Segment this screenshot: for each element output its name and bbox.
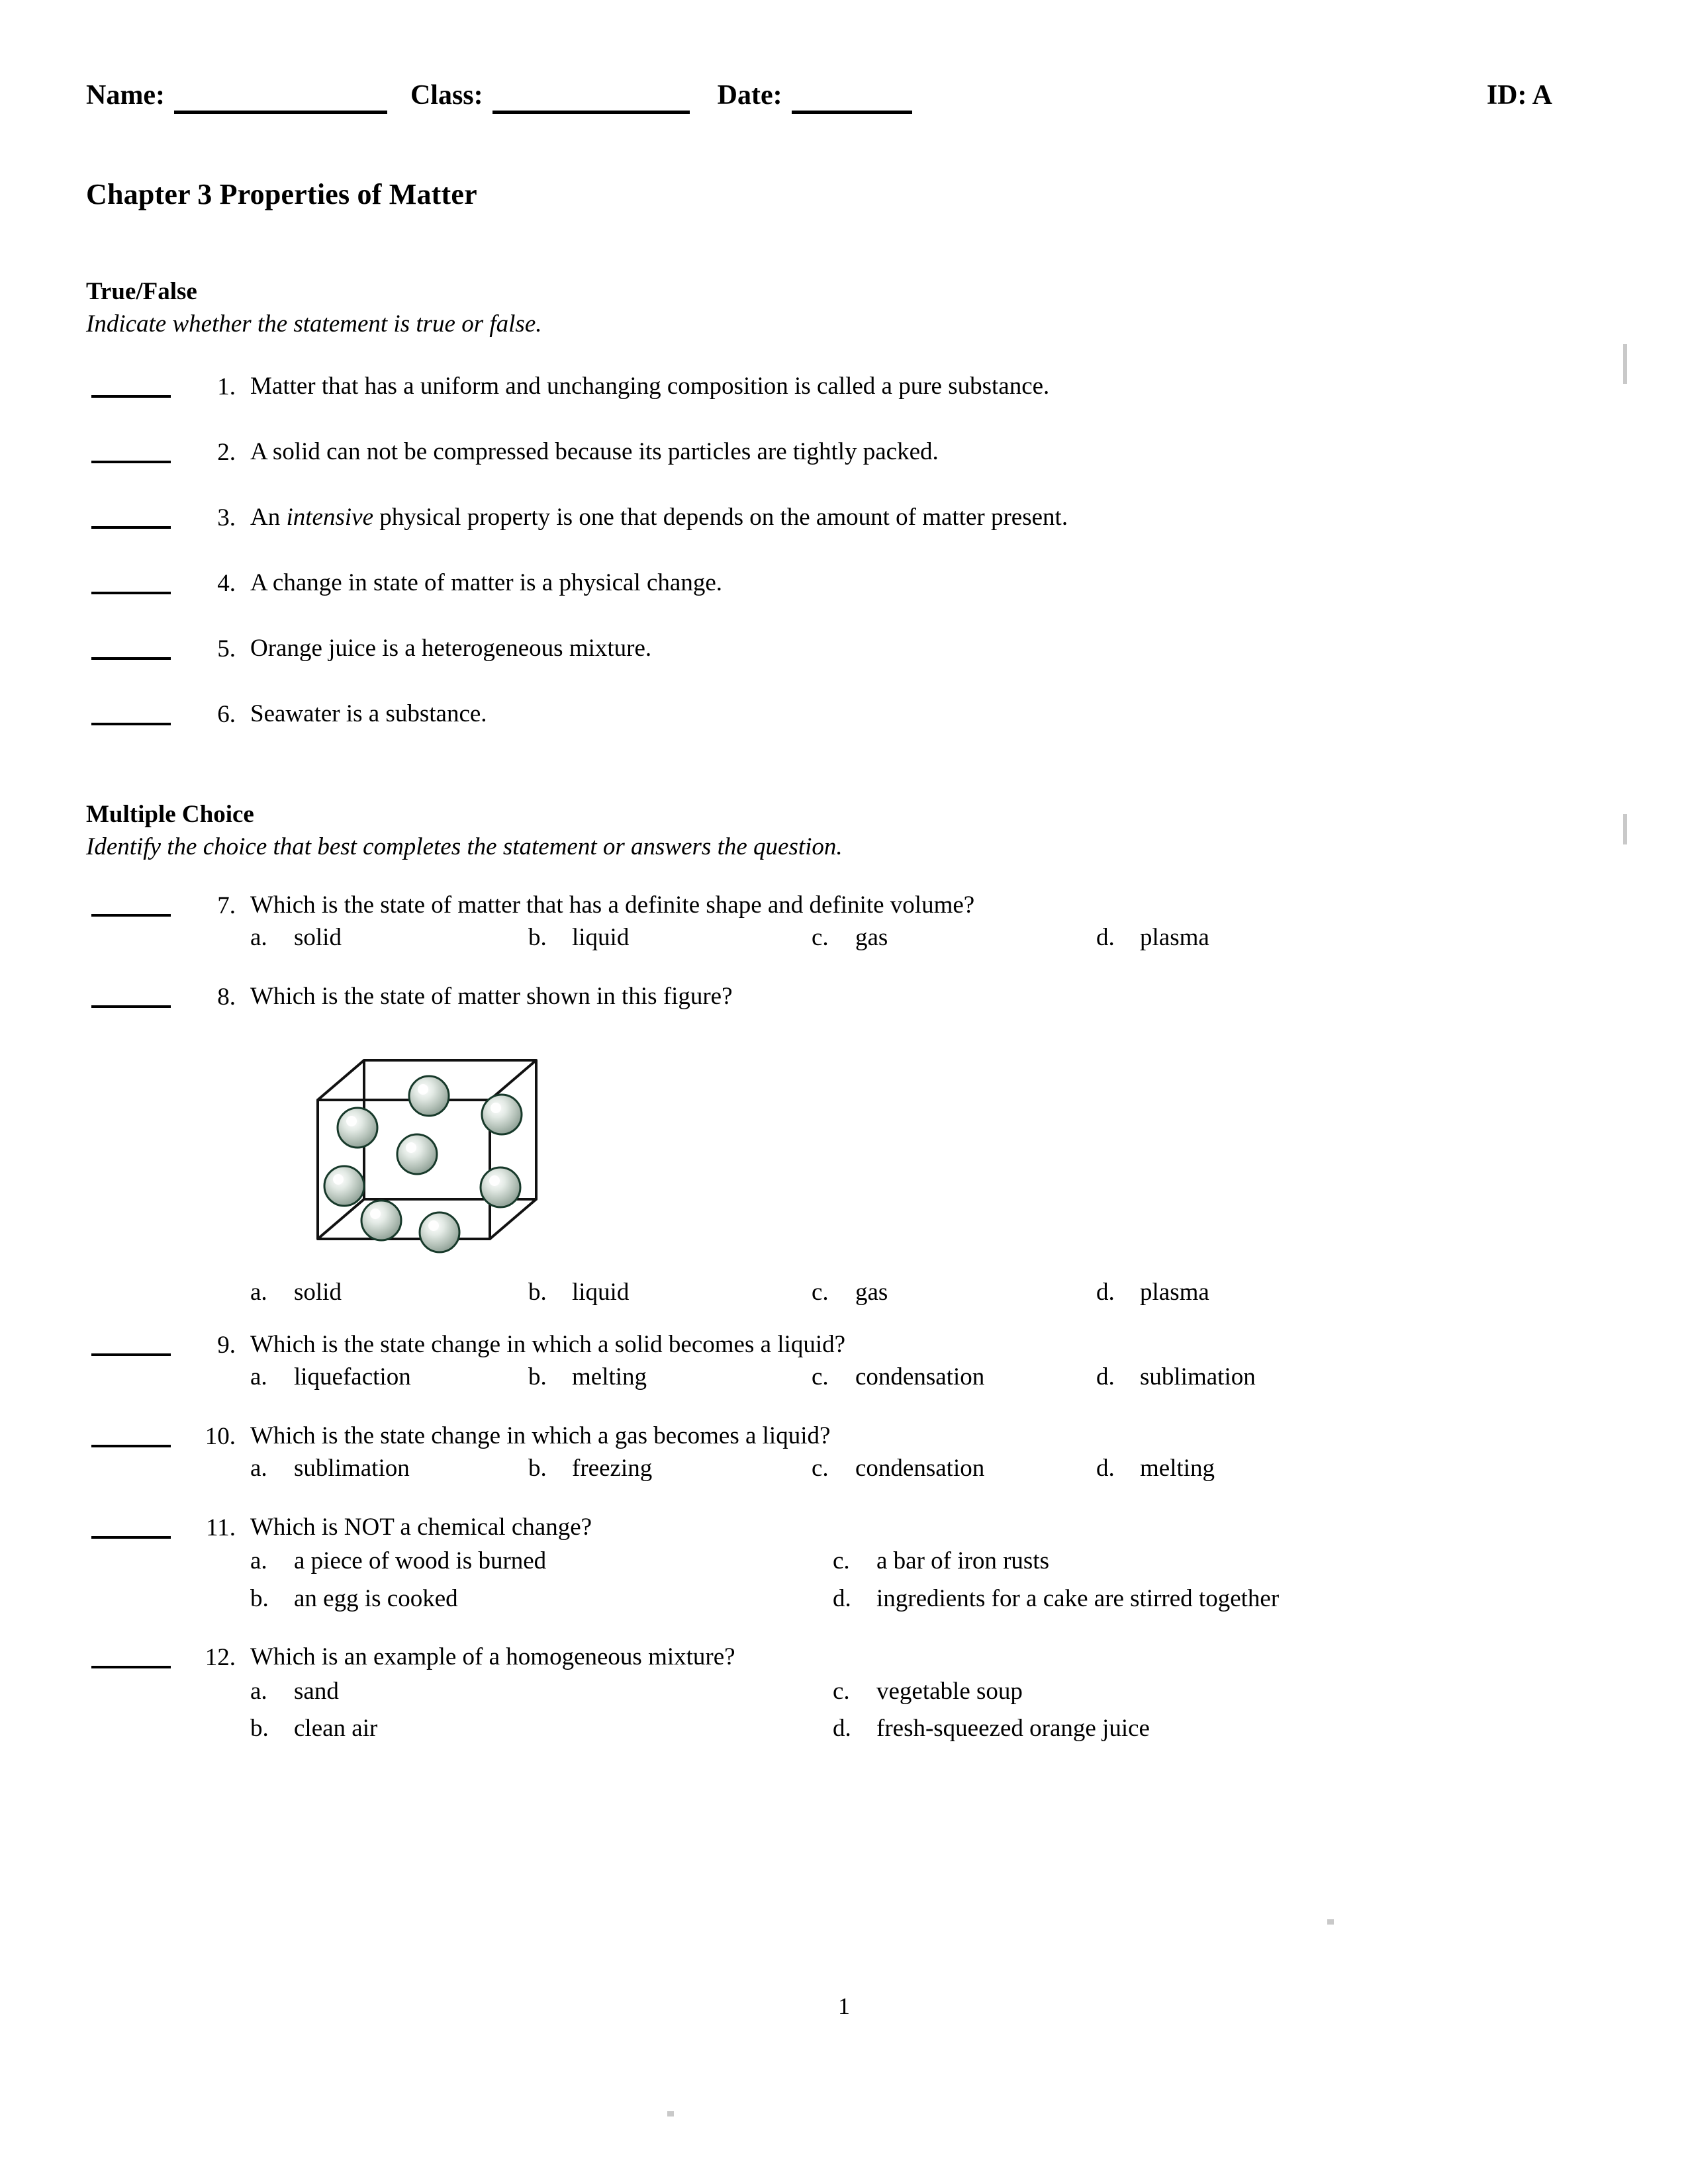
option-a[interactable] <box>250 1547 833 1576</box>
question-text <box>250 569 1572 596</box>
option-b[interactable] <box>528 1455 812 1483</box>
question-number: 12. <box>205 1644 236 1672</box>
option-a[interactable] <box>250 1455 528 1483</box>
option-a[interactable] <box>250 1678 833 1706</box>
question-stem: Which is the state change in which a solid becomes a liquid? <box>250 1330 846 1358</box>
option-letter: c. <box>812 1455 829 1482</box>
option-letter: d. <box>1096 1455 1115 1482</box>
question-row <box>79 569 1572 598</box>
option-text: liquid <box>572 924 630 952</box>
option-text: condensation <box>855 1455 985 1482</box>
question-number: 5. <box>217 635 236 662</box>
option-letter: b. <box>250 1715 269 1743</box>
section-heading: True/False <box>86 278 197 305</box>
answer-blank[interactable] <box>91 1643 171 1668</box>
option-list <box>250 1678 1572 1743</box>
option-c[interactable] <box>812 924 1096 952</box>
option-letter: a. <box>250 1363 267 1391</box>
option-text: freezing <box>572 1455 653 1482</box>
question-stem: Which is the state change in which a gas becomes a liquid? <box>250 1422 831 1449</box>
option-list <box>250 1547 1572 1613</box>
question-body <box>250 891 1572 952</box>
question-stem: Which is NOT a chemical change? <box>250 1513 592 1541</box>
question-row <box>79 373 1572 401</box>
form-id-label: ID: A <box>1486 80 1552 111</box>
question-text <box>250 504 1572 531</box>
option-letter: d. <box>833 1715 851 1743</box>
option-text: ingredients for a cake are stirred together <box>876 1584 1280 1612</box>
option-text: plasma <box>1140 924 1209 952</box>
question-number: 7. <box>217 892 236 919</box>
date-blank-line[interactable] <box>792 111 912 114</box>
answer-blank[interactable] <box>91 891 171 917</box>
question-text-part: Matter that has a uniform and unchanging composition is called a pure substance. <box>250 373 1050 400</box>
question-number: 3. <box>217 504 236 531</box>
option-letter: a. <box>250 1677 267 1705</box>
section-instruction: Indicate whether the statement is true or false. <box>86 310 542 338</box>
option-letter: c. <box>812 924 829 952</box>
option-c[interactable] <box>812 1279 1096 1307</box>
option-d[interactable] <box>1096 1363 1256 1392</box>
question-body <box>250 1422 1572 1483</box>
question-number: 9. <box>217 1331 236 1359</box>
option-a[interactable] <box>250 924 528 952</box>
section-instruction: Identify the choice that best completes the statement or answers the question. <box>86 833 843 860</box>
option-c[interactable] <box>812 1455 1096 1483</box>
question-row <box>79 700 1572 729</box>
question-row <box>79 1514 1572 1614</box>
option-text: clean air <box>294 1715 378 1743</box>
question-row <box>79 1331 1572 1392</box>
option-letter: b. <box>528 924 547 952</box>
answer-blank[interactable] <box>91 700 171 725</box>
option-list <box>250 924 1572 952</box>
option-letter: b. <box>528 1455 547 1482</box>
question-row <box>79 891 1572 952</box>
option-letter: c. <box>833 1547 850 1575</box>
student-info-header <box>86 79 1572 119</box>
class-blank-line[interactable] <box>492 111 690 114</box>
question-number: 4. <box>217 570 236 597</box>
option-text: plasma <box>1140 1279 1209 1306</box>
option-d[interactable] <box>833 1585 1572 1614</box>
option-b[interactable] <box>250 1585 833 1614</box>
gas-particles-in-cube-diagram <box>303 1022 1572 1273</box>
option-d[interactable] <box>833 1715 1572 1743</box>
question-number: 2. <box>217 439 236 466</box>
page-number: 1 <box>838 1993 850 2019</box>
question-text-part: Orange juice is a heterogeneous mixture. <box>250 635 652 662</box>
scan-artifact <box>1327 1919 1334 1925</box>
question-text-part: A change in state of matter is a physical change. <box>250 569 723 596</box>
option-b[interactable] <box>250 1715 833 1743</box>
question-text <box>250 700 1572 727</box>
question-text-part: An <box>250 504 287 531</box>
option-text: sublimation <box>294 1455 410 1482</box>
option-letter: a. <box>250 1279 267 1306</box>
page-title: Chapter 3 Properties of Matter <box>86 178 477 210</box>
option-list <box>250 1279 1572 1307</box>
question-body <box>250 983 1572 1307</box>
scan-artifact <box>1623 814 1627 844</box>
question-number: 1. <box>217 373 236 400</box>
option-text: gas <box>855 1279 888 1306</box>
option-text: gas <box>855 924 888 952</box>
question-body <box>250 1331 1572 1392</box>
option-d[interactable] <box>1096 1455 1215 1483</box>
option-text: solid <box>294 924 342 952</box>
option-d[interactable] <box>1096 924 1209 952</box>
answer-blank[interactable] <box>91 635 171 660</box>
question-row <box>79 635 1572 663</box>
option-a[interactable] <box>250 1279 528 1307</box>
question-text-part: physical property is one that depends on the amount of matter present. <box>373 504 1068 531</box>
question-stem: Which is the state of matter shown in this figure? <box>250 982 733 1010</box>
question-stem: Which is an example of a homogeneous mixture? <box>250 1643 735 1671</box>
section-heading: Multiple Choice <box>86 801 254 828</box>
option-letter: c. <box>812 1363 829 1391</box>
option-letter: d. <box>1096 1363 1115 1391</box>
question-number: 10. <box>205 1422 236 1450</box>
option-a[interactable] <box>250 1363 528 1392</box>
question-number: 11. <box>206 1514 236 1541</box>
question-number: 6. <box>217 701 236 728</box>
date-label: Date: <box>717 80 782 111</box>
option-letter: a. <box>250 1547 267 1575</box>
question-stem: Which is the state of matter that has a definite shape and definite volume? <box>250 891 975 919</box>
question-text <box>250 373 1572 400</box>
option-text: sand <box>294 1677 339 1705</box>
question-text-part: Seawater is a substance. <box>250 700 487 727</box>
option-b[interactable] <box>528 1279 812 1307</box>
option-letter: d. <box>1096 1279 1115 1306</box>
answer-blank[interactable] <box>91 373 171 398</box>
question-row <box>79 983 1572 1307</box>
question-emphasis: intensive <box>286 504 373 531</box>
class-label: Class: <box>410 80 483 111</box>
scan-artifact <box>1623 344 1627 384</box>
option-letter: a. <box>250 924 267 952</box>
option-c[interactable] <box>833 1678 1572 1706</box>
option-letter: b. <box>250 1584 269 1612</box>
option-text: vegetable soup <box>876 1677 1023 1705</box>
question-text <box>250 438 1572 465</box>
answer-blank[interactable] <box>91 438 171 463</box>
question-text-part: A solid can not be compressed because its particles are tightly packed. <box>250 438 939 465</box>
option-text: liquefaction <box>294 1363 411 1391</box>
section-true-false <box>86 277 1572 338</box>
option-text: condensation <box>855 1363 985 1391</box>
option-text: melting <box>1140 1455 1215 1482</box>
option-text: an egg is cooked <box>294 1584 458 1612</box>
option-c[interactable] <box>812 1363 1096 1392</box>
question-body <box>250 1514 1572 1614</box>
option-letter: b. <box>528 1363 547 1391</box>
option-letter: c. <box>833 1677 850 1705</box>
option-text: fresh-squeezed orange juice <box>876 1715 1150 1743</box>
option-text: sublimation <box>1140 1363 1256 1391</box>
answer-blank[interactable] <box>91 569 171 594</box>
question-text <box>250 635 1572 662</box>
answer-blank[interactable] <box>91 983 171 1008</box>
option-text: liquid <box>572 1279 630 1306</box>
option-text: a bar of iron rusts <box>876 1547 1049 1575</box>
question-row <box>79 1643 1572 1743</box>
option-text: melting <box>572 1363 647 1391</box>
question-row <box>79 1422 1572 1483</box>
option-b[interactable] <box>528 924 812 952</box>
question-number: 8. <box>217 983 236 1011</box>
answer-blank[interactable] <box>91 1514 171 1539</box>
answer-blank[interactable] <box>91 504 171 529</box>
question-row <box>79 438 1572 467</box>
option-text: solid <box>294 1279 342 1306</box>
option-list <box>250 1455 1572 1483</box>
option-letter: d. <box>1096 924 1115 952</box>
section-multiple-choice <box>86 800 1572 861</box>
option-letter: b. <box>528 1279 547 1306</box>
option-c[interactable] <box>833 1547 1572 1576</box>
option-letter: a. <box>250 1455 267 1482</box>
question-body <box>250 1643 1572 1743</box>
option-d[interactable] <box>1096 1279 1209 1307</box>
name-label: Name: <box>86 80 165 111</box>
option-b[interactable] <box>528 1363 812 1392</box>
name-blank-line[interactable] <box>174 111 387 114</box>
answer-blank[interactable] <box>91 1422 171 1447</box>
option-text: a piece of wood is burned <box>294 1547 547 1575</box>
option-list <box>250 1363 1572 1392</box>
question-row <box>79 504 1572 532</box>
scan-artifact <box>667 2111 674 2116</box>
option-letter: d. <box>833 1584 851 1612</box>
option-letter: c. <box>812 1279 829 1306</box>
answer-blank[interactable] <box>91 1331 171 1356</box>
